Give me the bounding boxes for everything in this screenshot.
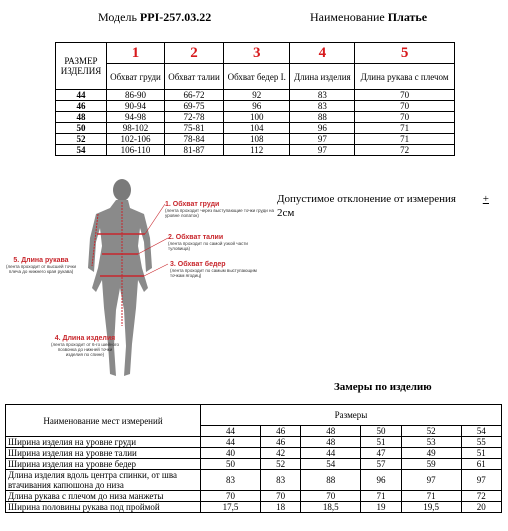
measure-note: (лента проходит от высшей точки плеча до нижнего края рукава) xyxy=(5,264,77,274)
row-label: Ширина изделия на уровне бедер xyxy=(6,459,201,470)
value-cell: 71 xyxy=(361,491,401,502)
measure-cell: 106-110 xyxy=(107,145,165,156)
measure-cell: 72 xyxy=(355,145,455,156)
size-row xyxy=(56,145,455,156)
value-cell: 70 xyxy=(260,491,300,502)
value-cell: 88 xyxy=(301,470,361,491)
plusminus: + xyxy=(482,193,489,205)
sizes-header: Размеры xyxy=(201,405,502,426)
value-cell: 97 xyxy=(401,470,461,491)
value-cell: 49 xyxy=(401,448,461,459)
product-table xyxy=(5,404,502,513)
value-cell: 70 xyxy=(201,491,261,502)
product-row xyxy=(6,459,502,470)
size-row xyxy=(56,123,455,134)
size-row xyxy=(56,112,455,123)
size-cell: 50 xyxy=(56,123,107,134)
value-cell: 17,5 xyxy=(201,502,261,513)
measure-cell: 98-102 xyxy=(107,123,165,134)
measure-cell: 83 xyxy=(290,101,355,112)
value-cell: 54 xyxy=(301,459,361,470)
value-cell: 44 xyxy=(201,437,261,448)
measure-hips xyxy=(170,261,270,278)
measure-chest xyxy=(165,201,275,218)
size-col: 52 xyxy=(401,426,461,437)
value-cell: 57 xyxy=(361,459,401,470)
size-col: 54 xyxy=(461,426,501,437)
name-label: Наименование xyxy=(310,10,385,24)
value-cell: 96 xyxy=(361,470,401,491)
measure-note: (лента проходит по самой узкой части туловища) xyxy=(168,241,248,251)
value-cell: 52 xyxy=(260,459,300,470)
name-value: Платье xyxy=(387,10,428,24)
measure-note: (лента проходит через выступающие точки груди на уровне лопаток) xyxy=(165,208,274,218)
col-header: Обхват бедер I. xyxy=(224,64,290,90)
measure-cell: 71 xyxy=(355,134,455,145)
measure-title: 4. Длина изделия xyxy=(54,335,116,342)
measure-note: (лента проходит по самым выступающим точкам ягодиц) xyxy=(170,268,257,278)
measure-cell: 75-81 xyxy=(165,123,224,134)
value-cell: 19 xyxy=(361,502,401,513)
model-value: PPI-257.03.22 xyxy=(139,10,212,24)
value-cell: 51 xyxy=(361,437,401,448)
product-row xyxy=(6,437,502,448)
product-row xyxy=(6,470,502,491)
value-cell: 40 xyxy=(201,448,261,459)
measure-cell: 72-78 xyxy=(165,112,224,123)
measure-note: (лента проходит от 6-го шейного позвонка до нижней точки изделия по спине) xyxy=(51,342,119,357)
measure-cell: 104 xyxy=(224,123,290,134)
size-table xyxy=(55,42,455,156)
size-col: 48 xyxy=(301,426,361,437)
size-row xyxy=(56,90,455,101)
row-label: Длина изделия вдоль центра спинки, от шва втачивания капюшона до низа xyxy=(6,470,201,491)
col-header: Длина рукава с плечом xyxy=(355,64,455,90)
product-row xyxy=(6,448,502,459)
measure-title: 3. Обхват бедер xyxy=(170,261,226,268)
size-corner: РАЗМЕР ИЗДЕЛИЯ xyxy=(56,43,107,90)
measure-title: 2. Обхват талии xyxy=(168,234,224,241)
col-number: 3 xyxy=(224,43,290,64)
size-cell: 54 xyxy=(56,145,107,156)
product-row xyxy=(6,502,502,513)
col-number: 5 xyxy=(355,43,455,64)
measure-length xyxy=(50,335,120,357)
value-cell: 44 xyxy=(301,448,361,459)
measure-cell: 88 xyxy=(290,112,355,123)
size-col: 46 xyxy=(260,426,300,437)
measure-cell: 97 xyxy=(290,145,355,156)
measure-cell: 70 xyxy=(355,112,455,123)
size-col: 44 xyxy=(201,426,261,437)
row-label: Длина рукава с плечом до низа манжеты xyxy=(6,491,201,502)
measure-title: 5. Длина рукава xyxy=(13,257,69,264)
measure-cell: 112 xyxy=(224,145,290,156)
measure-cell: 94-98 xyxy=(107,112,165,123)
col-header: Длина изделия xyxy=(290,64,355,90)
value-cell: 83 xyxy=(201,470,261,491)
measure-cell: 69-75 xyxy=(165,101,224,112)
value-cell: 46 xyxy=(260,437,300,448)
value-cell: 53 xyxy=(401,437,461,448)
value-cell: 19,5 xyxy=(401,502,461,513)
row-label: Ширина половины рукава под проймой xyxy=(6,502,201,513)
product-name-header: Наименование мест измерений xyxy=(6,405,201,437)
value-cell: 47 xyxy=(361,448,401,459)
value-cell: 51 xyxy=(461,448,501,459)
product-title: Замеры по изделию xyxy=(334,381,432,393)
name-line xyxy=(310,10,427,25)
size-cell: 48 xyxy=(56,112,107,123)
measure-cell: 86-90 xyxy=(107,90,165,101)
value-cell: 48 xyxy=(301,437,361,448)
measure-cell: 92 xyxy=(224,90,290,101)
size-col: 50 xyxy=(361,426,401,437)
value-cell: 70 xyxy=(301,491,361,502)
value-cell: 59 xyxy=(401,459,461,470)
col-number: 2 xyxy=(165,43,224,64)
col-number: 4 xyxy=(290,43,355,64)
measure-cell: 66-72 xyxy=(165,90,224,101)
value-cell: 97 xyxy=(461,470,501,491)
size-row xyxy=(56,134,455,145)
measure-cell: 70 xyxy=(355,101,455,112)
measure-cell: 70 xyxy=(355,90,455,101)
value-cell: 18 xyxy=(260,502,300,513)
value-cell: 72 xyxy=(461,491,501,502)
measure-cell: 90-94 xyxy=(107,101,165,112)
tolerance-unit: 2см xyxy=(277,207,295,219)
row-label: Ширина изделия на уровне талии xyxy=(6,448,201,459)
value-cell: 50 xyxy=(201,459,261,470)
size-cell: 46 xyxy=(56,101,107,112)
size-row xyxy=(56,101,455,112)
measure-waist xyxy=(168,234,268,251)
value-cell: 55 xyxy=(461,437,501,448)
tolerance-text: Допустимое отклонение от измерения xyxy=(277,193,456,205)
value-cell: 71 xyxy=(401,491,461,502)
model-label: Модель xyxy=(98,10,137,24)
measure-cell: 97 xyxy=(290,134,355,145)
measure-cell: 100 xyxy=(224,112,290,123)
measure-cell: 71 xyxy=(355,123,455,134)
row-label: Ширина изделия на уровне груди xyxy=(6,437,201,448)
measure-title: 1. Обхват груди xyxy=(165,201,220,208)
measure-cell: 81-87 xyxy=(165,145,224,156)
value-cell: 83 xyxy=(260,470,300,491)
measure-cell: 83 xyxy=(290,90,355,101)
value-cell: 61 xyxy=(461,459,501,470)
value-cell: 42 xyxy=(260,448,300,459)
product-row xyxy=(6,491,502,502)
measure-cell: 96 xyxy=(224,101,290,112)
value-cell: 18,5 xyxy=(301,502,361,513)
col-header: Обхват груди xyxy=(107,64,165,90)
tolerance-note xyxy=(277,192,497,220)
measure-sleeve xyxy=(5,257,77,274)
col-number: 1 xyxy=(107,43,165,64)
model-line xyxy=(98,10,211,25)
measure-cell: 102-106 xyxy=(107,134,165,145)
col-header: Обхват талии xyxy=(165,64,224,90)
value-cell: 20 xyxy=(461,502,501,513)
measure-cell: 78-84 xyxy=(165,134,224,145)
size-cell: 44 xyxy=(56,90,107,101)
measure-cell: 108 xyxy=(224,134,290,145)
size-cell: 52 xyxy=(56,134,107,145)
measure-cell: 96 xyxy=(290,123,355,134)
